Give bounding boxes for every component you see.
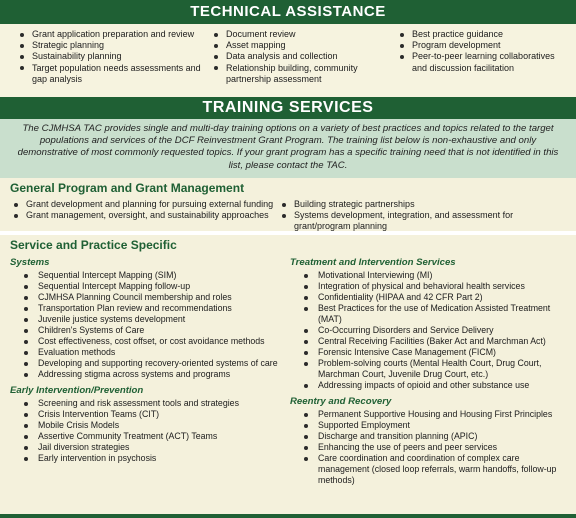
treatment-list: [290, 270, 564, 391]
ta-list-item: Best practice guidance: [396, 29, 564, 40]
general-program-section: [0, 178, 576, 231]
general-list-item: Systems development, integration, and assessment for grant/program planning: [278, 210, 564, 232]
early-intervention-list-item: Assertive Community Treatment (ACT) Teams: [10, 431, 290, 442]
treatment-list-item: Forensic Intensive Case Management (FICM): [290, 347, 564, 358]
ta-list-item: Data analysis and collection: [210, 51, 396, 62]
early-intervention-list-item: Screening and risk assessment tools and strategies: [10, 398, 290, 409]
reentry-list-item: Care coordination and coordination of complex care management (closed loop referrals, warm handoffs, follow-up methods): [290, 453, 564, 486]
ta-list-item: Document review: [210, 29, 396, 40]
general-list: [10, 199, 278, 221]
general-list-item: Building strategic partnerships: [278, 199, 564, 210]
systems-list-item: Developing and supporting recovery-oriented systems of care: [10, 358, 290, 369]
ta-list-item: Grant application preparation and review: [16, 29, 210, 40]
ta-list-item: Relationship building, community partnership assessment: [210, 63, 396, 85]
systems-list-item: CJMHSA Planning Council membership and roles: [10, 292, 290, 303]
treatment-list-item: Co-Occurring Disorders and Service Delivery: [290, 325, 564, 336]
service-column-left: [10, 256, 290, 486]
ta-column-1: [16, 29, 210, 97]
ta-list: [210, 29, 396, 85]
reentry-list-item: Supported Employment: [290, 420, 564, 431]
reentry-list-item: Enhancing the use of peers and peer services: [290, 442, 564, 453]
early-intervention-list-item: Jail diversion strategies: [10, 442, 290, 453]
ta-list-item: Sustainability planning: [16, 51, 210, 62]
treatment-list-item: Problem-solving courts (Mental Health Court, Drug Court, Marchman Court, Juvenile Drug Court, etc.): [290, 358, 564, 380]
treatment-list-item: Addressing impacts of opioid and other substance use: [290, 380, 564, 391]
service-column-right: [290, 256, 564, 486]
early-intervention-list-item: Early intervention in psychosis: [10, 453, 290, 464]
early-intervention-list-item: Mobile Crisis Models: [10, 420, 290, 431]
general-list-item: Grant development and planning for pursuing external funding: [10, 199, 278, 210]
ta-list-item: Program development: [396, 40, 564, 51]
general-list-item: Grant management, oversight, and sustainability approaches: [10, 210, 278, 221]
treatment-list-item: Central Receiving Facilities (Baker Act and Marchman Act): [290, 336, 564, 347]
bottom-rule: [0, 514, 576, 518]
treatment-list-item: Motivational Interviewing (MI): [290, 270, 564, 281]
service-practice-section: [0, 235, 576, 518]
treatment-list-item: Confidentiality (HIPAA and 42 CFR Part 2): [290, 292, 564, 303]
ta-list-item: Target population needs assessments and gap analysis: [16, 63, 210, 85]
early-intervention-list-item: Crisis Intervention Teams (CIT): [10, 409, 290, 420]
systems-list-item: Cost effectiveness, cost offset, or cost avoidance methods: [10, 336, 290, 347]
systems-list-item: Children's Systems of Care: [10, 325, 290, 336]
treatment-list-item: Best Practices for the use of Medication Assisted Treatment (MAT): [290, 303, 564, 325]
ta-list-item: Peer-to-peer learning collaboratives and discussion facilitation: [396, 51, 564, 73]
reentry-list-item: Discharge and transition planning (APIC): [290, 431, 564, 442]
general-list: [278, 199, 564, 233]
systems-list: [10, 270, 290, 380]
ta-list: [16, 29, 210, 85]
reentry-list-item: Permanent Supportive Housing and Housing First Principles: [290, 409, 564, 420]
early-intervention-heading: Early Intervention/Prevention: [10, 385, 144, 396]
ta-column-3: [396, 29, 564, 97]
training-services-banner: TRAINING SERVICES: [0, 97, 576, 119]
systems-list-item: Juvenile justice systems development: [10, 314, 290, 325]
ta-list-item: Strategic planning: [16, 40, 210, 51]
systems-list-item: Sequential Intercept Mapping follow-up: [10, 281, 290, 292]
general-column-1: [10, 199, 278, 233]
systems-heading: Systems: [10, 257, 50, 268]
ta-column-2: [210, 29, 396, 97]
service-practice-heading: Service and Practice Specific: [10, 238, 177, 252]
ta-list-item: Asset mapping: [210, 40, 396, 51]
systems-list-item: Sequential Intercept Mapping (SIM): [10, 270, 290, 281]
general-column-2: [278, 199, 564, 233]
training-services-intro: The CJMHSA TAC provides single and multi-day training options on a variety of best practices and topics related to the target populations and services of the DCF Reinvestment Grant Program. The training list below is non-exhaustive and only demonstrative of most commonly requested topics. If your grant program has a specific training need that is not identified in this list, please contact the TAC.: [0, 119, 576, 178]
treatment-list-item: Integration of physical and behavioral health services: [290, 281, 564, 292]
ta-list: [396, 29, 564, 74]
general-program-heading: General Program and Grant Management: [10, 181, 245, 195]
systems-list-item: Evaluation methods: [10, 347, 290, 358]
systems-list-item: Addressing stigma across systems and programs: [10, 369, 290, 380]
systems-list-item: Transportation Plan review and recommendations: [10, 303, 290, 314]
technical-assistance-section: [0, 24, 576, 97]
technical-assistance-banner: TECHNICAL ASSISTANCE: [0, 0, 576, 24]
treatment-heading: Treatment and Intervention Services: [290, 257, 456, 268]
reentry-heading: Reentry and Recovery: [290, 396, 392, 407]
early-intervention-list: [10, 398, 290, 464]
reentry-list: [290, 409, 564, 486]
